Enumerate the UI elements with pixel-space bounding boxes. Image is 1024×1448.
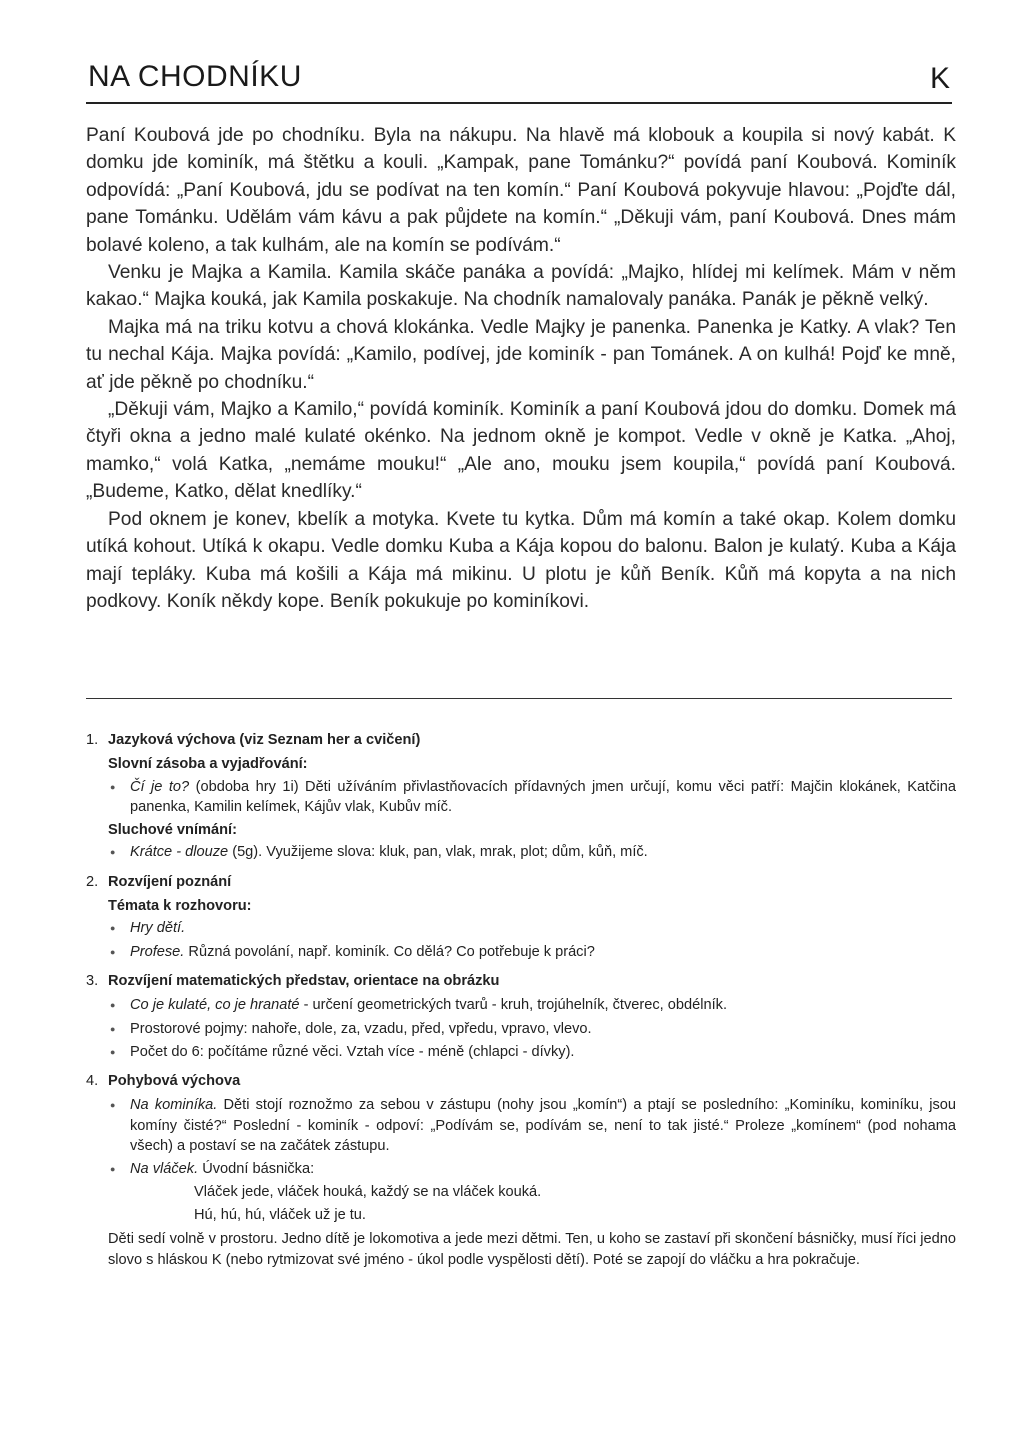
activity-name: Čí je to? <box>130 778 190 795</box>
section-math <box>86 971 956 1062</box>
activity-description: Různá povolání, např. kominík. Co dělá? Co potřebuje k práci? <box>184 943 595 960</box>
bullet-item <box>130 777 956 818</box>
subsection-title: Slovní zásoba a vyjadřování: <box>108 756 308 773</box>
section-title <box>86 730 956 750</box>
subsection-title: Témata k rozhovoru: <box>108 898 252 915</box>
bullet-list <box>86 918 956 962</box>
activity-description: Děti stojí roznožmo za sebou v zástupu (nohy jsou „komín“) a ptají se posledního: „Kominíku, kominíku, jsou komíny čisté?“ Poslední - kominík - odpoví: „Podívám se, podívám se, není to tak jisté.“ Proleze „komínem“ (pod nohama všech) a postaví se na začátek zástupu. <box>130 1097 956 1155</box>
bullet-item <box>130 842 956 862</box>
story-text <box>86 122 956 615</box>
activity-description: Úvodní básnička: <box>198 1161 315 1178</box>
poem <box>194 1182 956 1226</box>
section-number: 3. <box>86 972 99 989</box>
section-title-text: Rozvíjení matematických představ, orientace na obrázku <box>108 972 500 989</box>
activity-description: Počet do 6: počítáme různé věci. Vztah více - méně (chlapci - dívky). <box>130 1043 575 1060</box>
section-title <box>86 971 956 991</box>
bullet-item <box>130 995 956 1015</box>
bullet-item <box>130 918 956 938</box>
bullet-list <box>86 995 956 1062</box>
bullet-item <box>130 1095 956 1156</box>
story-paragraph: Pod oknem je konev, kbelík a motyka. Kvete tu kytka. Dům má komín a také okap. Kolem domku utíká kohout. Utíká k okapu. Vedle domku Kuba a Kája kopou do balonu. Balon je kulatý. Kuba a Kája mají tepláky. Kuba má košili a Kája má mikinu. U plotu je kůň Beník. Kůň má kopyta a na nich podkovy. Koník někdy kope. Beník pokukuje po kominíkovi. <box>86 508 956 612</box>
bullet-item <box>130 1019 956 1039</box>
subsection-title: Sluchové vnímání: <box>108 822 237 839</box>
section-number: 1. <box>86 732 99 748</box>
section-number: 4. <box>86 1073 99 1090</box>
activity-name: Hry dětí. <box>130 920 186 937</box>
section-title-text: Pohybová výchova <box>108 1073 241 1090</box>
section-title-text: Jazyková výchova (viz Seznam her a cvičení) <box>108 732 421 748</box>
game-instructions: Děti sedí volně v prostoru. Jedno dítě je lokomotiva a jede mezi dětmi. Ten, u koho se zastaví při skončení básničky, musí říci jedno slovo s hláskou K (nebo rytmizovat své jméno - úkol podle vyspělosti dětí). Poté se zapojí do vláčku a hra pokračuje. <box>108 1231 956 1268</box>
section-number: 2. <box>86 873 99 890</box>
activity-description: (obdoba hry 1i) Děti užíváním přivlastňovacích přídavných jmen určují, komu věci patří: Majčin klokánek, Katčina panenka, Kamilin kelímek, Kájův vlak, Kubův míč. <box>130 778 956 815</box>
page-header <box>86 58 952 104</box>
activity-name: Co je kulaté, co je hranaté <box>130 997 300 1014</box>
activity-name: Na vláček. <box>130 1161 199 1178</box>
activity-description: Prostorové pojmy: nahoře, dole, za, vzadu, před, vpředu, vpravo, vlevo. <box>130 1020 592 1037</box>
story-paragraph: Majka má na triku kotvu a chová klokánka. Vedle Majky je panenka. Panenka je Katky. A vlak? Ten tu nechal Kája. Majka povídá: „Kamilo, podívej, jde kominík - pan Tománek. A on kulhá! Pojď ke mně, ať jde pěkně po chodníku.“ <box>86 316 956 393</box>
section-physical-education <box>86 1071 956 1270</box>
story-paragraph: Venku je Majka a Kamila. Kamila skáče panáka a povídá: „Majko, hlídej mi kelímek. Mám v něm kakao.“ Majka kouká, jak Kamila poskakuje. Na chodník namalovaly panáka. Panák je pěkně velký. <box>86 262 956 311</box>
bullet-list <box>86 777 956 818</box>
poem-line: Vláček jede, vláček houká, každý se na vláček kouká. <box>194 1183 542 1200</box>
section-language-education <box>86 730 956 863</box>
bullet-item <box>130 1042 956 1062</box>
story-paragraph: „Děkuji vám, Majko a Kamilo,“ povídá kominík. Kominík a paní Koubová jdou do domku. Domek má čtyři okna a jedno malé kulaté okénko. Na jednom okně je kompot. Vedle v okně je Katka. „Ahoj, mamko,“ volá Katka, „nemáme mouku!“ „Ale ano, mouku jsem koupila,“ povídá paní Koubová. „Budeme, Katko, dělat knedlíky.“ <box>86 399 956 503</box>
activity-name: Profese. <box>130 943 185 960</box>
activity-description: - určení geometrických tvarů - kruh, trojúhelník, čtverec, obdélník. <box>299 997 728 1014</box>
activity-description: (5g). Využijeme slova: kluk, pan, vlak, mrak, plot; dům, kůň, míč. <box>228 844 648 861</box>
bullet-item <box>130 942 956 962</box>
section-knowledge <box>86 872 956 962</box>
section-title-text: Rozvíjení poznání <box>108 873 232 890</box>
bullet-item <box>130 1159 956 1225</box>
exercise-list <box>86 730 956 1279</box>
page-title: NA CHODNÍKU <box>88 60 302 93</box>
section-title <box>86 1071 956 1091</box>
story-paragraph: Paní Koubová jde po chodníku. Byla na nákupu. Na hlavě má klobouk a koupila si nový kabát. K domku jde kominík, má štětku a kouli. „Kampak, pane Tománku?“ povídá paní Koubová. Kominík odpovídá: „Paní Koubová, jdu se podívat na ten komín.“ Paní Koubová pokyvuje hlavou: „Pojďte dál, pane Tománku. Udělám vám kávu a pak půjdete na komín.“ „Děkuji vám, paní Koubová. Dnes mám bolavé koleno, a tak kulhám, ale na komín se podívám.“ <box>86 125 956 256</box>
section-title <box>86 872 956 892</box>
chapter-letter: K <box>929 62 950 95</box>
bullet-list <box>86 842 956 862</box>
activity-name: Na kominíka. <box>130 1097 218 1114</box>
poem-line: Hú, hú, hú, vláček už je tu. <box>194 1206 366 1223</box>
section-divider <box>86 698 952 699</box>
bullet-list <box>86 1095 956 1225</box>
activity-name: Krátce - dlouze <box>130 844 229 861</box>
